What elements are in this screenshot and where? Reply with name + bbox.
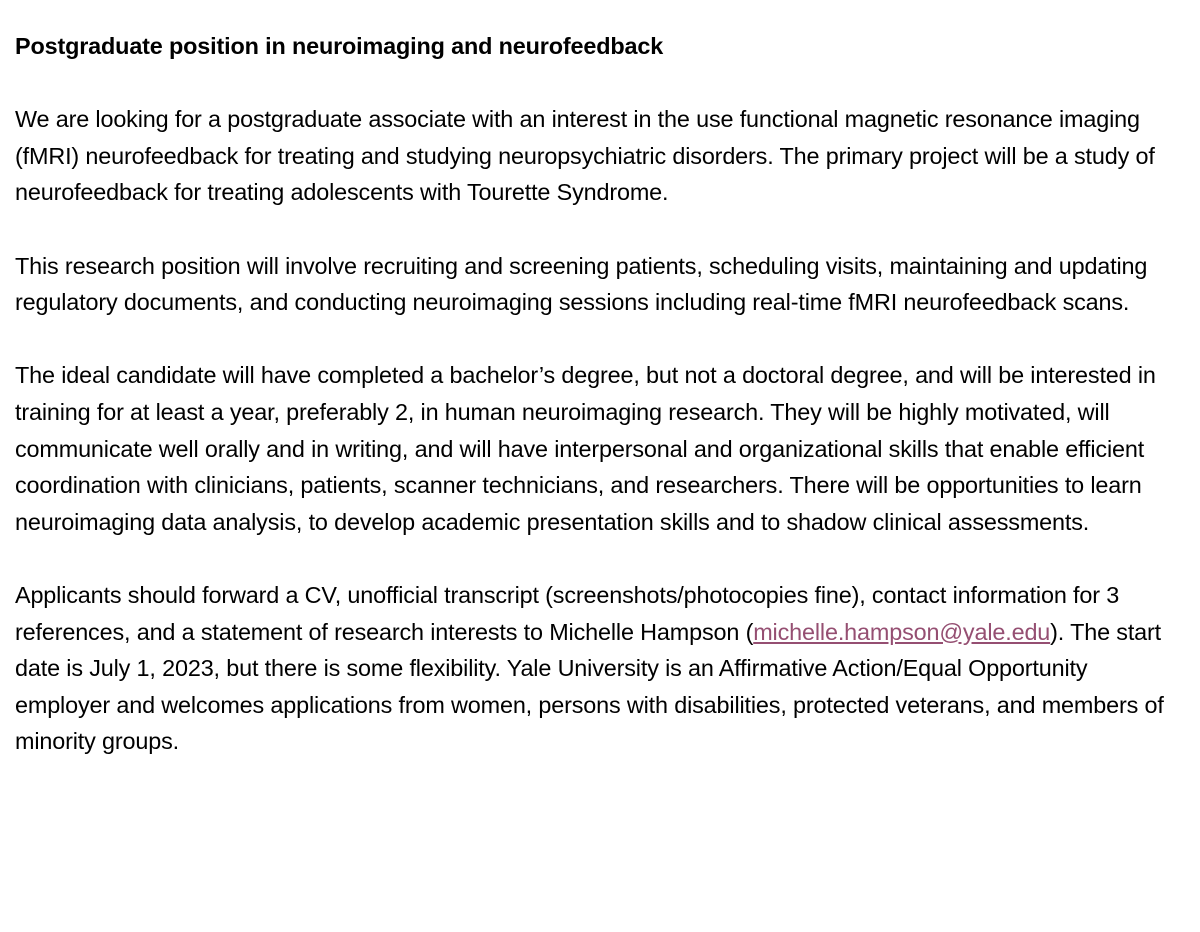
application-text-after-email: ). The start date is July 1, 2023, but there is some flexibility. Yale University is an Affirmative Action/Equal Opportunity employer and welcomes applications from women, persons with disabilities, protected veterans, and members of minority groups. [15,618,1164,755]
paragraph-qualifications: The ideal candidate will have completed a bachelor’s degree, but not a doctoral degree, and will be interested in training for at least a year, preferably 2, in human neuroimaging research. They will be highly motivated, will communicate well orally and in writing, and will have interpersonal and organizational skills that enable efficient coordination with clinicians, patients, scanner technicians, and researchers. There will be opportunities to learn neuroimaging data analysis, to develop academic presentation skills and to shadow clinical assessments. [15,362,1156,535]
application-text-before-email: Applicants should forward a CV, unofficial transcript (screenshots/photocopies fine), contact information for 3 references, and a statement of research interests to Michelle Hampson ( [15,581,1120,645]
paragraph-application [15,577,1180,760]
contact-email-link[interactable]: michelle.hampson@yale.edu [753,618,1051,645]
document-title: Postgraduate position in neuroimaging and neurofeedback [15,33,664,59]
paragraph-duties: This research position will involve recruiting and screening patients, scheduling visits, maintaining and updating regulatory documents, and conducting neuroimaging sessions including real-time fMRI neurofeedback scans. [15,252,1148,316]
paragraph-overview: We are looking for a postgraduate associate with an interest in the use functional magnetic resonance imaging (fMRI) neurofeedback for treating and studying neuropsychiatric disorders. The primary project will be a study of neurofeedback for treating adolescents with Tourette Syndrome. [15,106,1155,206]
